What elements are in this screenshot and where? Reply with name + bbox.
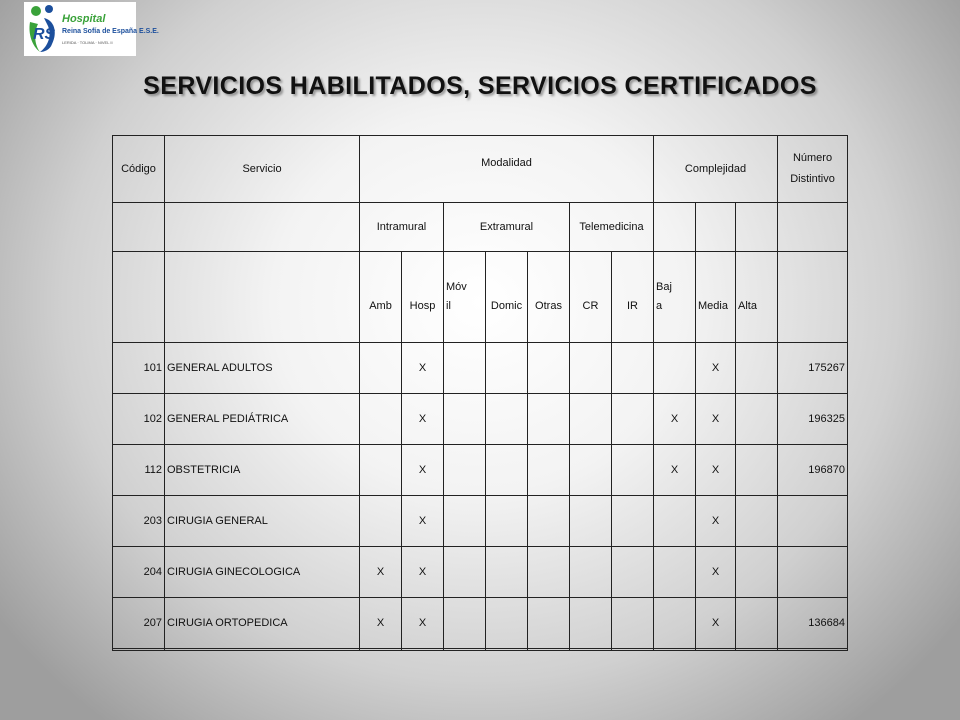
- cell-codigo: 102: [113, 394, 165, 445]
- header-movil-line1: Móv: [446, 281, 467, 293]
- cell-hosp: X: [402, 496, 444, 547]
- cell-ir: [612, 598, 654, 649]
- cell-servicio: CIRUGIA ORTOPEDICA: [165, 598, 360, 649]
- cell-amb: [360, 496, 402, 547]
- header-empty: [654, 203, 696, 252]
- logo-tagline: LERIDA · TOLIMA · NIVEL II: [62, 40, 113, 45]
- cell-alta: [736, 496, 778, 547]
- cell-cr: [570, 547, 612, 598]
- header-baja: [654, 252, 696, 343]
- footer-cell: [696, 649, 736, 651]
- cell-servicio: OBSTETRICIA: [165, 445, 360, 496]
- cell-movil: [444, 343, 486, 394]
- cell-servicio: CIRUGIA GENERAL: [165, 496, 360, 547]
- header-modalidad: Modalidad: [360, 136, 654, 203]
- header-numero-distintivo: [778, 136, 848, 203]
- hospital-logo: [24, 2, 159, 56]
- cell-codigo: 203: [113, 496, 165, 547]
- cell-media: X: [696, 343, 736, 394]
- cell-media: X: [696, 445, 736, 496]
- cell-baja: [654, 547, 696, 598]
- cell-amb: [360, 445, 402, 496]
- footer-cell: [570, 649, 612, 651]
- header-empty: [113, 252, 165, 343]
- header-empty: [778, 252, 848, 343]
- cell-cr: [570, 445, 612, 496]
- header-movil-line2: il: [446, 300, 451, 312]
- header-distintivo: Distintivo: [790, 173, 835, 185]
- cell-domic: [486, 598, 528, 649]
- cell-otras: [528, 547, 570, 598]
- cell-movil: [444, 598, 486, 649]
- table-footer-row: [113, 649, 848, 651]
- cell-domic: [486, 343, 528, 394]
- cell-hosp: X: [402, 445, 444, 496]
- header-extramural: Extramural: [444, 203, 570, 252]
- cell-otras: [528, 496, 570, 547]
- cell-domic: [486, 496, 528, 547]
- header-ir: IR: [612, 252, 654, 343]
- cell-otras: [528, 394, 570, 445]
- cell-numero: 196325: [778, 394, 848, 445]
- cell-numero: [778, 496, 848, 547]
- header-alta: Alta: [736, 252, 778, 343]
- cell-ir: [612, 394, 654, 445]
- cell-numero: [778, 547, 848, 598]
- cell-cr: [570, 343, 612, 394]
- cell-hosp: X: [402, 343, 444, 394]
- cell-amb: [360, 343, 402, 394]
- cell-movil: [444, 394, 486, 445]
- cell-movil: [444, 547, 486, 598]
- cell-baja: [654, 598, 696, 649]
- footer-cell: [402, 649, 444, 651]
- cell-hosp: X: [402, 598, 444, 649]
- cell-hosp: X: [402, 547, 444, 598]
- logo-subtitle: Reina Sofía de España E.S.E.: [62, 28, 159, 35]
- header-empty: [778, 203, 848, 252]
- cell-alta: [736, 547, 778, 598]
- cell-codigo: 112: [113, 445, 165, 496]
- cell-servicio: CIRUGIA GINECOLOGICA: [165, 547, 360, 598]
- header-complejidad: Complejidad: [654, 136, 778, 203]
- cell-servicio: GENERAL ADULTOS: [165, 343, 360, 394]
- header-codigo: Código: [113, 136, 165, 203]
- footer-cell: [654, 649, 696, 651]
- header-baja-line1: Baj: [656, 281, 672, 293]
- logo-initials: RS: [33, 26, 56, 43]
- header-empty: [696, 203, 736, 252]
- cell-codigo: 101: [113, 343, 165, 394]
- header-otras: Otras: [528, 252, 570, 343]
- cell-baja: [654, 343, 696, 394]
- footer-cell: [612, 649, 654, 651]
- hospital-logo-icon: [24, 2, 64, 56]
- cell-otras: [528, 598, 570, 649]
- cell-movil: [444, 496, 486, 547]
- header-telemedicina: Telemedicina: [570, 203, 654, 252]
- footer-cell: [528, 649, 570, 651]
- footer-cell: [165, 649, 360, 651]
- cell-amb: X: [360, 598, 402, 649]
- cell-hosp: X: [402, 394, 444, 445]
- header-empty: [165, 252, 360, 343]
- cell-baja: X: [654, 394, 696, 445]
- header-amb: Amb: [360, 252, 402, 343]
- cell-amb: [360, 394, 402, 445]
- cell-alta: [736, 343, 778, 394]
- cell-media: X: [696, 598, 736, 649]
- cell-codigo: 204: [113, 547, 165, 598]
- services-table: [112, 135, 848, 651]
- cell-domic: [486, 547, 528, 598]
- footer-cell: [113, 649, 165, 651]
- header-movil: [444, 252, 486, 343]
- header-row-sub: [113, 252, 848, 343]
- cell-codigo: 207: [113, 598, 165, 649]
- logo-name: Hospital: [62, 13, 106, 25]
- header-numero: Número: [792, 152, 833, 164]
- footer-cell: [486, 649, 528, 651]
- cell-ir: [612, 547, 654, 598]
- header-empty: [165, 203, 360, 252]
- header-row-main: [113, 136, 848, 203]
- cell-amb: X: [360, 547, 402, 598]
- cell-domic: [486, 445, 528, 496]
- header-row-modalidad: [113, 203, 848, 252]
- header-intramural: Intramural: [360, 203, 444, 252]
- table-row: [113, 445, 848, 496]
- cell-alta: [736, 445, 778, 496]
- table-row: [113, 598, 848, 649]
- table-row: [113, 343, 848, 394]
- cell-domic: [486, 394, 528, 445]
- cell-ir: [612, 445, 654, 496]
- header-servicio: Servicio: [165, 136, 360, 203]
- cell-movil: [444, 445, 486, 496]
- header-empty: [736, 203, 778, 252]
- header-empty: [113, 203, 165, 252]
- cell-alta: [736, 598, 778, 649]
- cell-ir: [612, 496, 654, 547]
- page-title: SERVICIOS HABILITADOS, SERVICIOS CERTIFICADOS: [143, 72, 817, 100]
- footer-cell: [736, 649, 778, 651]
- footer-cell: [778, 649, 848, 651]
- table-row: [113, 547, 848, 598]
- cell-ir: [612, 343, 654, 394]
- cell-numero: 136684: [778, 598, 848, 649]
- header-hosp: Hosp: [402, 252, 444, 343]
- footer-cell: [444, 649, 486, 651]
- cell-servicio: GENERAL PEDIÁTRICA: [165, 394, 360, 445]
- cell-otras: [528, 343, 570, 394]
- cell-numero: 196870: [778, 445, 848, 496]
- cell-cr: [570, 598, 612, 649]
- cell-alta: [736, 394, 778, 445]
- cell-media: X: [696, 547, 736, 598]
- cell-cr: [570, 496, 612, 547]
- table-row: [113, 394, 848, 445]
- cell-otras: [528, 445, 570, 496]
- footer-cell: [360, 649, 402, 651]
- cell-baja: X: [654, 445, 696, 496]
- header-baja-line2: a: [656, 300, 663, 312]
- header-cr: CR: [570, 252, 612, 343]
- cell-media: X: [696, 394, 736, 445]
- header-domic: Domic: [486, 252, 528, 343]
- table-row: [113, 496, 848, 547]
- cell-numero: 175267: [778, 343, 848, 394]
- cell-baja: [654, 496, 696, 547]
- header-media: Media: [696, 252, 736, 343]
- cell-cr: [570, 394, 612, 445]
- cell-media: X: [696, 496, 736, 547]
